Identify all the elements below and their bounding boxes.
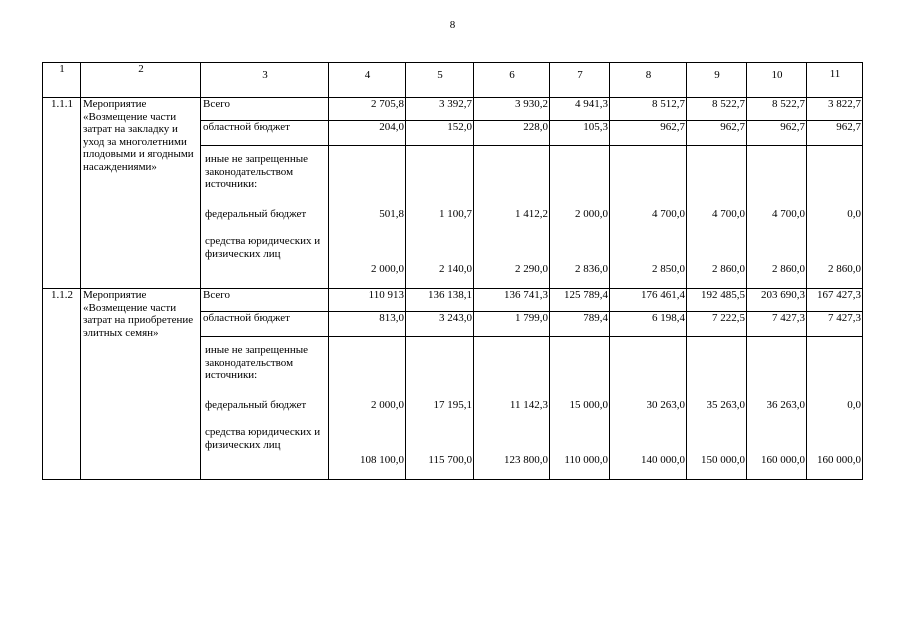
federal-value: 0,0 <box>847 208 861 220</box>
federal-value: 2 000,0 <box>371 399 404 411</box>
page-number: 8 <box>449 19 456 31</box>
total-value: 3 822,7 <box>807 98 863 121</box>
federal-value: 1 100,7 <box>439 208 472 220</box>
regional-value: 152,0 <box>406 121 474 146</box>
regional-value: 962,7 <box>687 121 747 146</box>
regional-value: 228,0 <box>474 121 550 146</box>
activity-code: 1.1.2 <box>43 289 81 480</box>
legal-value: 2 860,0 <box>712 263 745 275</box>
column-header: 11 <box>807 63 863 98</box>
source-values-cell <box>474 337 550 480</box>
total-value: 4 941,3 <box>550 98 610 121</box>
regional-value: 7 427,3 <box>807 312 863 337</box>
federal-value: 501,8 <box>379 208 404 220</box>
federal-value: 15 000,0 <box>569 399 608 411</box>
activity-code: 1.1.1 <box>43 98 81 289</box>
total-value: 125 789,4 <box>550 289 610 312</box>
regional-value: 962,7 <box>747 121 807 146</box>
regional-value: 1 799,0 <box>474 312 550 337</box>
column-header: 4 <box>329 63 406 98</box>
source-values-cell <box>406 337 474 480</box>
legal-value: 2 290,0 <box>515 263 548 275</box>
source-values-cell <box>610 337 687 480</box>
funding-label-regional: областной бюджет <box>201 121 329 146</box>
federal-value: 4 700,0 <box>772 208 805 220</box>
regional-value: 204,0 <box>329 121 406 146</box>
federal-value: 17 195,1 <box>433 399 472 411</box>
source-values-cell <box>747 146 807 289</box>
funding-label-total: Всего <box>201 98 329 121</box>
federal-value: 2 000,0 <box>575 208 608 220</box>
legal-value: 123 800,0 <box>504 454 548 466</box>
legal-value: 2 860,0 <box>772 263 805 275</box>
legal-value: 160 000,0 <box>761 454 805 466</box>
source-values-cell <box>329 146 406 289</box>
total-value: 136 741,3 <box>474 289 550 312</box>
regional-value: 789,4 <box>550 312 610 337</box>
source-values-cell <box>474 146 550 289</box>
legal-value: 2 850,0 <box>652 263 685 275</box>
funding-sources-cell <box>201 337 329 480</box>
source-values-cell <box>687 146 747 289</box>
legal-value: 2 836,0 <box>575 263 608 275</box>
table-row <box>43 98 863 121</box>
source-values-cell <box>747 337 807 480</box>
regional-value: 7 222,5 <box>687 312 747 337</box>
source-values-cell <box>807 337 863 480</box>
source-values-cell <box>610 146 687 289</box>
budget-table <box>42 62 863 480</box>
column-header: 1 <box>43 63 81 98</box>
total-value: 136 138,1 <box>406 289 474 312</box>
funding-sources-cell <box>201 146 329 289</box>
federal-value: 0,0 <box>847 399 861 411</box>
regional-value: 7 427,3 <box>747 312 807 337</box>
legal-value: 110 000,0 <box>564 454 608 466</box>
legal-value: 2 000,0 <box>371 263 404 275</box>
funding-label-total: Всего <box>201 289 329 312</box>
federal-value: 30 263,0 <box>646 399 685 411</box>
table-row <box>43 289 863 312</box>
total-value: 110 913 <box>329 289 406 312</box>
regional-value: 105,3 <box>550 121 610 146</box>
total-value: 2 705,8 <box>329 98 406 121</box>
federal-value: 1 412,2 <box>515 208 548 220</box>
column-header: 9 <box>687 63 747 98</box>
total-value: 8 522,7 <box>747 98 807 121</box>
column-header: 6 <box>474 63 550 98</box>
column-header: 5 <box>406 63 474 98</box>
legal-value: 2 860,0 <box>828 263 861 275</box>
column-header: 3 <box>201 63 329 98</box>
column-header: 8 <box>610 63 687 98</box>
column-header: 2 <box>81 63 201 98</box>
total-value: 8 522,7 <box>687 98 747 121</box>
funding-label-federal: федеральный бюджет <box>205 399 307 411</box>
header-row <box>43 63 863 98</box>
federal-value: 4 700,0 <box>652 208 685 220</box>
total-value: 167 427,3 <box>807 289 863 312</box>
funding-label-other: иные не запрещенные законодательством источники: <box>205 153 309 190</box>
regional-value: 962,7 <box>807 121 863 146</box>
total-value: 3 392,7 <box>406 98 474 121</box>
federal-value: 35 263,0 <box>706 399 745 411</box>
total-value: 8 512,7 <box>610 98 687 121</box>
source-values-cell <box>329 337 406 480</box>
activity-name: Мероприятие «Возмещение части затрат на приобретение элитных семян» <box>81 289 201 480</box>
total-value: 203 690,3 <box>747 289 807 312</box>
regional-value: 962,7 <box>610 121 687 146</box>
regional-value: 813,0 <box>329 312 406 337</box>
total-value: 176 461,4 <box>610 289 687 312</box>
funding-label-legal: средства юридических и физических лиц <box>205 235 321 260</box>
funding-label-other: иные не запрещенные законодательством источники: <box>205 344 309 381</box>
column-header: 10 <box>747 63 807 98</box>
source-values-cell <box>406 146 474 289</box>
legal-value: 160 000,0 <box>817 454 861 466</box>
federal-value: 11 142,3 <box>509 399 548 411</box>
source-values-cell <box>687 337 747 480</box>
total-value: 3 930,2 <box>474 98 550 121</box>
regional-value: 6 198,4 <box>610 312 687 337</box>
funding-label-federal: федеральный бюджет <box>205 208 307 220</box>
federal-value: 36 263,0 <box>766 399 805 411</box>
legal-value: 115 700,0 <box>428 454 472 466</box>
legal-value: 150 000,0 <box>701 454 745 466</box>
federal-value: 4 700,0 <box>712 208 745 220</box>
activity-name: Мероприятие «Возмещение части затрат на закладку и уход за многолетними плодовыми и ягодными насаждениями» <box>81 98 201 289</box>
legal-value: 108 100,0 <box>360 454 404 466</box>
column-header: 7 <box>550 63 610 98</box>
source-values-cell <box>550 337 610 480</box>
regional-value: 3 243,0 <box>406 312 474 337</box>
legal-value: 140 000,0 <box>641 454 685 466</box>
total-value: 192 485,5 <box>687 289 747 312</box>
funding-label-legal: средства юридических и физических лиц <box>205 426 321 451</box>
source-values-cell <box>807 146 863 289</box>
source-values-cell <box>550 146 610 289</box>
legal-value: 2 140,0 <box>439 263 472 275</box>
funding-label-regional: областной бюджет <box>201 312 329 337</box>
